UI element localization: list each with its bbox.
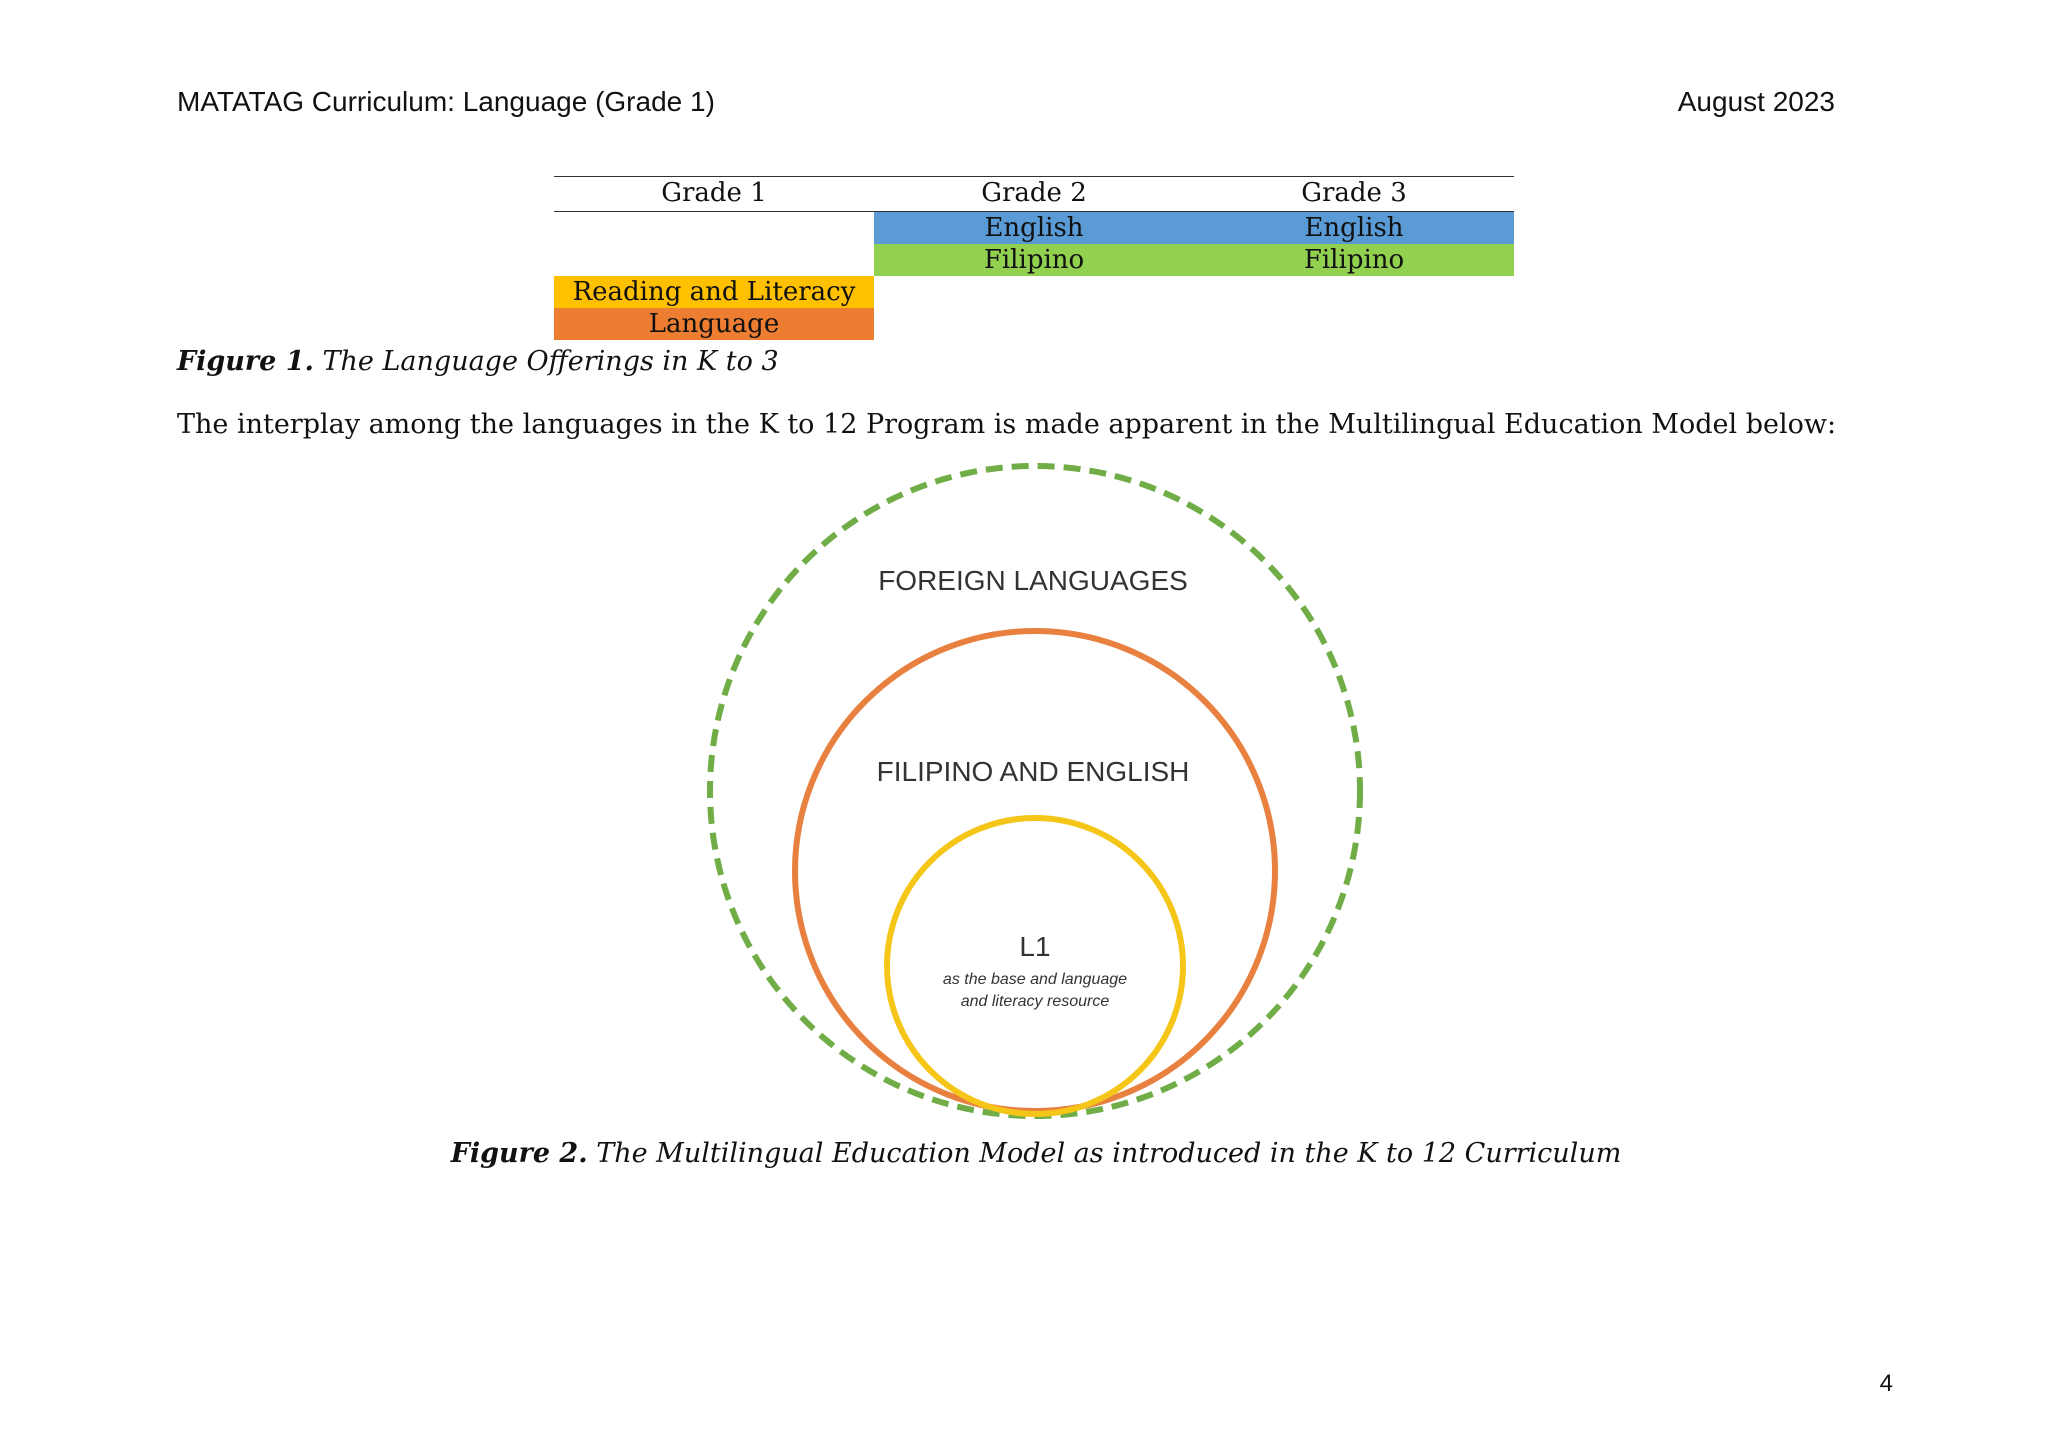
table-cell: Filipino [874, 244, 1194, 276]
table-header-cell: Grade 2 [981, 178, 1087, 208]
table-cell: English [874, 212, 1194, 244]
l1-description-line2: and literacy resource [960, 993, 1110, 1010]
header-title: MATATAG Curriculum: Language (Grade 1) [177, 86, 715, 117]
table-header-cell: Grade 3 [1301, 178, 1407, 208]
filipino-english-label: FILIPINO AND ENGLISH [876, 756, 1190, 787]
intro-paragraph: The interplay among the languages in the K to 12 Program is made apparent in the Multilingual Education Model below: [177, 409, 1837, 440]
header-date: August 2023 [1677, 86, 1835, 117]
figure-2-label: Figure 2. [450, 1138, 588, 1169]
figure-2-text: The Multilingual Education Model as introduced in the K to 12 Curriculum [596, 1138, 1622, 1169]
table-cell: Filipino [1194, 244, 1514, 276]
l1-description-line1: as the base and language [942, 971, 1128, 988]
foreign-languages-label: FOREIGN LANGUAGES [878, 565, 1188, 596]
table-cell: English [1194, 212, 1514, 244]
filipino-english-circle [795, 631, 1275, 1111]
table-cell: Reading and Literacy [554, 276, 874, 308]
table-header-cell: Grade 1 [661, 178, 767, 208]
l1-circle [887, 818, 1183, 1114]
figure-1-label: Figure 1. [177, 346, 314, 377]
l1-label: L1 [1019, 931, 1051, 962]
table-cell: Language [554, 308, 874, 340]
figure-1-text: The Language Offerings in K to 3 [322, 346, 779, 377]
page-number: 4 [1879, 1370, 1893, 1397]
figure-2-caption [0, 1138, 2048, 1169]
